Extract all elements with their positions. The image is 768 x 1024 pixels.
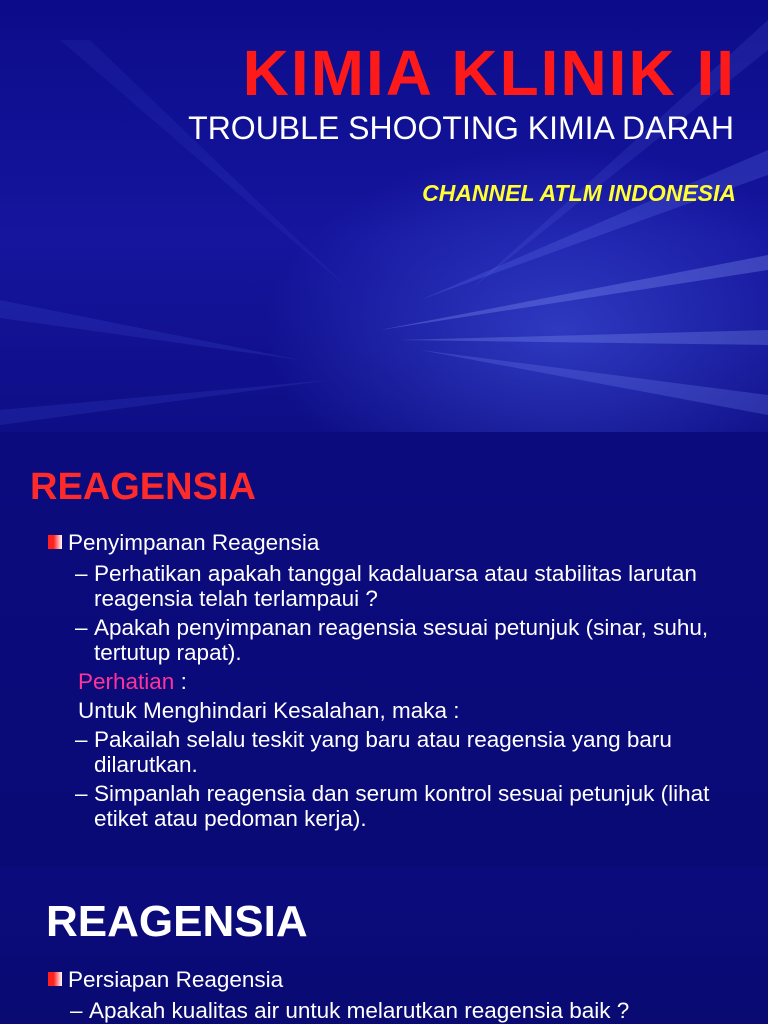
dash-bullet-icon: – — [75, 727, 88, 752]
slide-body — [48, 967, 748, 1024]
sub-item-text: Apakah penyimpanan reagensia sesuai petunjuk (sinar, suhu, tertutup rapat). — [94, 615, 709, 665]
square-bullet-icon — [48, 972, 62, 986]
dash-bullet-icon: – — [70, 998, 83, 1023]
note-item — [75, 781, 735, 831]
title-slide — [0, 0, 768, 432]
reagensia-storage-slide — [0, 432, 768, 867]
slide-subtitle: TROUBLE SHOOTING KIMIA DARAH — [188, 110, 734, 146]
sub-item-text: Perhatikan apakah tanggal kadaluarsa atau stabilitas larutan reagensia telah terlampaui ? — [94, 561, 697, 611]
slide-heading: REAGENSIA — [30, 466, 256, 508]
bullet-item — [48, 530, 748, 555]
note-item-text: Pakailah selalu teskit yang baru atau reagensia yang baru dilarutkan. — [94, 727, 672, 777]
sub-item-text: Apakah kualitas air untuk melarutkan reagensia baik ? — [89, 998, 630, 1023]
dash-bullet-icon: – — [75, 781, 88, 806]
note-colon: : — [174, 669, 187, 694]
slide-title: KIMIA KLINIK II — [242, 37, 736, 109]
note-label-line — [78, 669, 748, 694]
square-bullet-icon — [48, 535, 62, 549]
sub-item — [70, 998, 750, 1023]
dash-bullet-icon: – — [75, 615, 88, 640]
sub-item — [75, 561, 735, 611]
bullet-text: Persiapan Reagensia — [68, 967, 284, 992]
channel-name: CHANNEL ATLM INDONESIA — [422, 180, 736, 206]
dash-bullet-icon: – — [75, 561, 88, 586]
sub-item — [75, 615, 735, 665]
slide-heading: REAGENSIA — [46, 897, 308, 946]
slide-body — [48, 530, 748, 835]
note-item — [75, 727, 735, 777]
bullet-item — [48, 967, 748, 992]
reagensia-preparation-slide — [0, 867, 768, 1024]
note-line: Untuk Menghindari Kesalahan, maka : — [78, 698, 460, 723]
bullet-text: Penyimpanan Reagensia — [68, 530, 320, 555]
note-item-text: Simpanlah reagensia dan serum kontrol sesuai petunjuk (lihat etiket atau pedoman kerja). — [94, 781, 710, 831]
note-label: Perhatian — [78, 669, 175, 694]
